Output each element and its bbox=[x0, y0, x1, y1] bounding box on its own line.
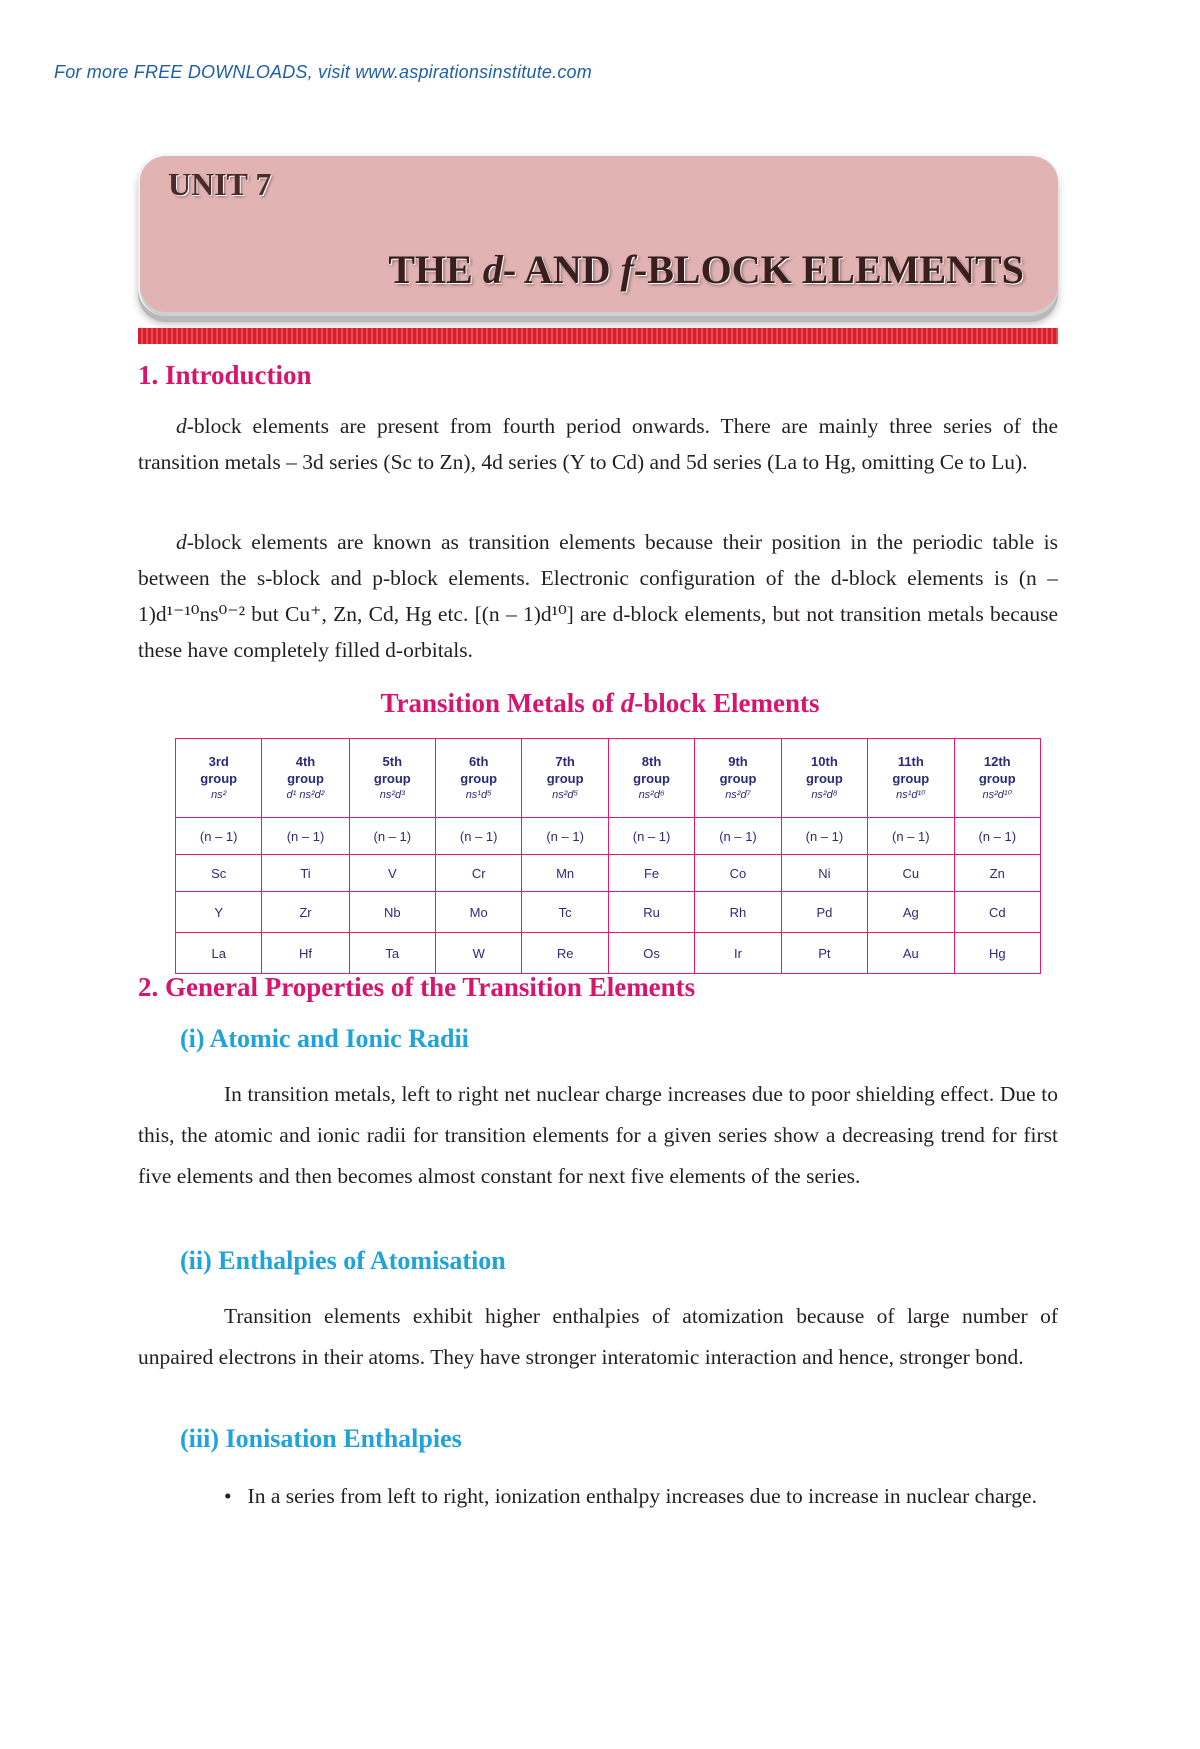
table-cell: Co bbox=[695, 855, 781, 892]
subsection-ionisation-enthalpies-heading: (iii) Ionisation Enthalpies bbox=[180, 1424, 462, 1453]
table-cell: Ni bbox=[781, 855, 867, 892]
header-cell: 4th group d¹ ns²d² bbox=[262, 739, 349, 818]
table-row bbox=[176, 892, 1041, 933]
table-cell: Ru bbox=[608, 892, 694, 933]
table-cell: Ta bbox=[349, 933, 435, 974]
header-cell: 9th group ns²d⁷ bbox=[695, 739, 781, 818]
table-cell: Ag bbox=[868, 892, 954, 933]
table-cell: (n – 1) bbox=[608, 818, 694, 855]
table-cell: Cr bbox=[436, 855, 522, 892]
bullet-icon: • bbox=[224, 1484, 232, 1508]
table-row bbox=[176, 818, 1041, 855]
table-cell: (n – 1) bbox=[781, 818, 867, 855]
header-cell: 6th group ns¹d⁵ bbox=[436, 739, 522, 818]
header-cell: 5th group ns²d³ bbox=[349, 739, 435, 818]
table-cell: (n – 1) bbox=[436, 818, 522, 855]
header-cell: 12th group ns²d¹⁰ bbox=[954, 739, 1040, 818]
enthalpies-atomisation-paragraph: Transition elements exhibit higher enthalpies of atomization because of large number of unpaired electrons in their atoms. They have stronger interatomic interaction and hence, stronger bond. bbox=[138, 1304, 1058, 1369]
table-cell: Cd bbox=[954, 892, 1040, 933]
table-cell: La bbox=[176, 933, 262, 974]
table-cell: Pt bbox=[781, 933, 867, 974]
table-cell: Zr bbox=[262, 892, 349, 933]
table-cell: (n – 1) bbox=[349, 818, 435, 855]
table-cell: (n – 1) bbox=[868, 818, 954, 855]
table-cell: Sc bbox=[176, 855, 262, 892]
table-cell: (n – 1) bbox=[695, 818, 781, 855]
unit-number: UNIT 7 bbox=[168, 166, 272, 202]
section-general-properties-heading: 2. General Properties of the Transition Elements bbox=[138, 972, 696, 1002]
subsection-atomic-radii-heading: (i) Atomic and Ionic Radii bbox=[180, 1024, 469, 1053]
header-cell: 7th group ns²d⁵ bbox=[522, 739, 608, 818]
header-cell: 3rd group ns² bbox=[176, 739, 262, 818]
transition-metals-table bbox=[175, 738, 1041, 974]
table-row bbox=[176, 933, 1041, 974]
title-divider bbox=[138, 328, 1058, 344]
unit-title: THE d- AND f-BLOCK ELEMENTS bbox=[388, 247, 1024, 292]
table-row bbox=[176, 855, 1041, 892]
table-cell: Fe bbox=[608, 855, 694, 892]
table-cell: Pd bbox=[781, 892, 867, 933]
table-cell: W bbox=[436, 933, 522, 974]
table-cell: V bbox=[349, 855, 435, 892]
unit-banner bbox=[138, 153, 1058, 316]
atomic-radii-paragraph: In transition metals, left to right net nuclear charge increases due to poor shielding effect. Due to this, the atomic and ionic radii for transition elements for a given series show a decreasing trend for first five elements and then becomes almost constant for next five elements of the series. bbox=[138, 1082, 1058, 1188]
intro-paragraph-2: d-block elements are known as transition elements because their position in the periodic table is between the s-block and p-block elements. Electronic configuration of the d-block elements is (n – 1)d¹⁻¹⁰ns⁰⁻² but Cu⁺, Zn, Cd, Hg etc. [(n – 1)d¹⁰] are d-block elements, but not transition metals because these have completely filled d-orbitals. bbox=[138, 530, 1058, 662]
table-cell: Au bbox=[868, 933, 954, 974]
table-cell: Re bbox=[522, 933, 608, 974]
table-cell: Mn bbox=[522, 855, 608, 892]
table-cell: Cu bbox=[868, 855, 954, 892]
table-cell: Hg bbox=[954, 933, 1040, 974]
header-download-link[interactable]: For more FREE DOWNLOADS, visit www.aspirationsinstitute.com bbox=[54, 62, 592, 82]
table-cell: Zn bbox=[954, 855, 1040, 892]
section-introduction-heading: 1. Introduction bbox=[138, 360, 312, 390]
header-cell: 8th group ns²d⁶ bbox=[608, 739, 694, 818]
table-cell: Y bbox=[176, 892, 262, 933]
header-cell: 10th group ns²d⁸ bbox=[781, 739, 867, 818]
table-cell: Ir bbox=[695, 933, 781, 974]
table-cell: Rh bbox=[695, 892, 781, 933]
table-cell: Tc bbox=[522, 892, 608, 933]
intro-paragraph-1: d-block elements are present from fourth period onwards. There are mainly three series of the transition metals – 3d series (Sc to Zn), 4d series (Y to Cd) and 5d series (La to Hg, omitting Ce to Lu). bbox=[138, 414, 1058, 474]
table-cell: Os bbox=[608, 933, 694, 974]
table-cell: Mo bbox=[436, 892, 522, 933]
table-cell: Ti bbox=[262, 855, 349, 892]
table-title: Transition Metals of d-block Elements bbox=[380, 688, 820, 718]
table-cell: Hf bbox=[262, 933, 349, 974]
table-cell: Nb bbox=[349, 892, 435, 933]
table-cell: (n – 1) bbox=[176, 818, 262, 855]
subsection-enthalpies-atomisation-heading: (ii) Enthalpies of Atomisation bbox=[180, 1246, 506, 1275]
header-cell: 11th group ns¹d¹⁰ bbox=[868, 739, 954, 818]
ionisation-bullet-paragraph: • In a series from left to right, ionization enthalpy increases due to increase in nuclear charge. bbox=[224, 1484, 1037, 1508]
table-header-row bbox=[176, 739, 1041, 818]
table-cell: (n – 1) bbox=[262, 818, 349, 855]
table-cell: (n – 1) bbox=[522, 818, 608, 855]
table-cell: (n – 1) bbox=[954, 818, 1040, 855]
